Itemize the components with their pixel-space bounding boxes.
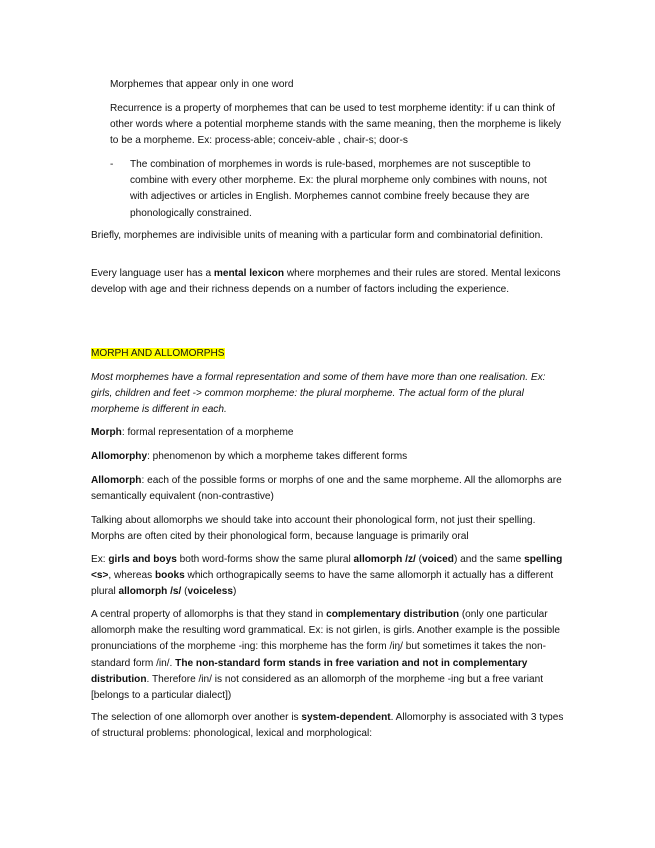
bullet-text: The combination of morphemes in words is rule-based, morphemes are not susceptible to combine with every other morpheme. Ex: the plural morpheme only combines with nouns, not with adjectives or articles in English. Morphemes cannot combine freely because they are phonologically constrained.	[130, 159, 547, 219]
definition-allomorph	[91, 473, 565, 505]
text: . Allomorphy is associated with 3 types of structural problems: phonological, lexical and morphological:	[91, 712, 564, 740]
text: Briefly, morphemes are indivisible units of meaning with a particular form and combinatorial definition.	[91, 230, 544, 241]
text: Every language user has a	[91, 268, 214, 279]
text: where morphemes and their rules are stored. Mental lexicons develop with age and their richness depends on a number of factors including the experience.	[91, 268, 561, 296]
text: . Therefore /in/ is not considered as an allomorph of the morpheme -ing but a free variant [belongs to a particular dialect])	[91, 673, 544, 702]
text: A central property of allomorphs is that they stand in	[91, 609, 327, 620]
paragraph-system-dependent	[91, 710, 565, 742]
paragraph-recurrence	[110, 101, 565, 150]
bold-term: system-dependent	[301, 712, 391, 723]
bullet-item-combination	[110, 157, 562, 222]
text: The selection of one allomorph over another is	[91, 712, 302, 723]
bold-term: allomorph /z/	[353, 554, 416, 565]
paragraph-intro-italic	[91, 370, 565, 419]
bullet-dash: -	[110, 159, 114, 170]
bold-term: The non-standard form stands in free variation and not in complementary distribution	[91, 657, 528, 685]
text: : formal representation of a morpheme	[121, 427, 294, 438]
text: Morphemes that appear only in one word	[110, 79, 294, 90]
bold-term: mental lexicon	[213, 268, 285, 279]
text: : each of the possible forms or morphs of one and the same morpheme. All the allomorphs are semantically equivalent (non-contrastive)	[91, 475, 562, 503]
text: Recurrence is a property of morphemes that can be used to test morpheme identity: if u can think of other words where a potential morpheme stands with the same meaning, then the morpheme is likely to be a morpheme. Ex: process-able; conceiv-able , chair-s; door-s	[110, 103, 562, 147]
bold-term: complementary distribution	[326, 609, 460, 620]
italic-text: Most morphemes have a formal representation and some of them have more than one realisation. Ex: girls, children and feet -> common morpheme: the plural morpheme. The actual form of the plural morpheme is different in each.	[91, 372, 546, 416]
bold-term: Morph	[91, 427, 122, 438]
paragraph-complementary-distribution	[91, 607, 565, 704]
bold-term: Allomorph	[91, 475, 142, 486]
bold-term: Allomorphy	[91, 451, 148, 462]
bold-term: allomorph /s/	[118, 586, 182, 598]
bold-term: books	[154, 570, 185, 582]
definition-allomorphy	[91, 449, 565, 465]
text: ) and the same	[453, 554, 525, 565]
text: , whereas	[108, 570, 155, 582]
bold-term: girls and boys	[108, 554, 177, 565]
text: (	[415, 554, 422, 565]
bold-term: voiced	[421, 554, 454, 565]
bold-term: spelling <s>	[91, 554, 563, 582]
section-heading-text: MORPH AND ALLOMORPHS	[91, 348, 225, 359]
definition-morph	[91, 425, 565, 441]
text: : phenomenon by which a morpheme takes different forms	[147, 451, 408, 462]
paragraph-example-girls-boys	[91, 552, 565, 601]
text: which orthograpically seems to have the same allomorph it actually has a different plural	[91, 570, 554, 598]
text: both word-forms show the same plural	[176, 554, 354, 565]
paragraph-mental-lexicon	[91, 266, 565, 298]
text: )	[232, 586, 237, 598]
text: (only one particular allomorph make the resulting word grammatical. Ex: is not girlen, is girls. Another example is the possible pronunciations of the morpheme -ing: this morpheme has the form /iŋ/ but sometimes it takes the non-standard form /in/.	[91, 609, 561, 669]
section-heading	[91, 346, 565, 362]
paragraph-morphemes-one-word	[110, 77, 565, 93]
text: Talking about allomorphs we should take into account their phonological form, not just their spelling. Morphs are often cited by their phonological form, because language is primarily oral	[91, 515, 536, 543]
text: Ex:	[91, 554, 109, 565]
bold-term: voiceless	[187, 586, 233, 598]
paragraph-briefly	[91, 228, 565, 244]
text: (	[181, 586, 188, 598]
paragraph-phonological-form	[91, 513, 565, 545]
